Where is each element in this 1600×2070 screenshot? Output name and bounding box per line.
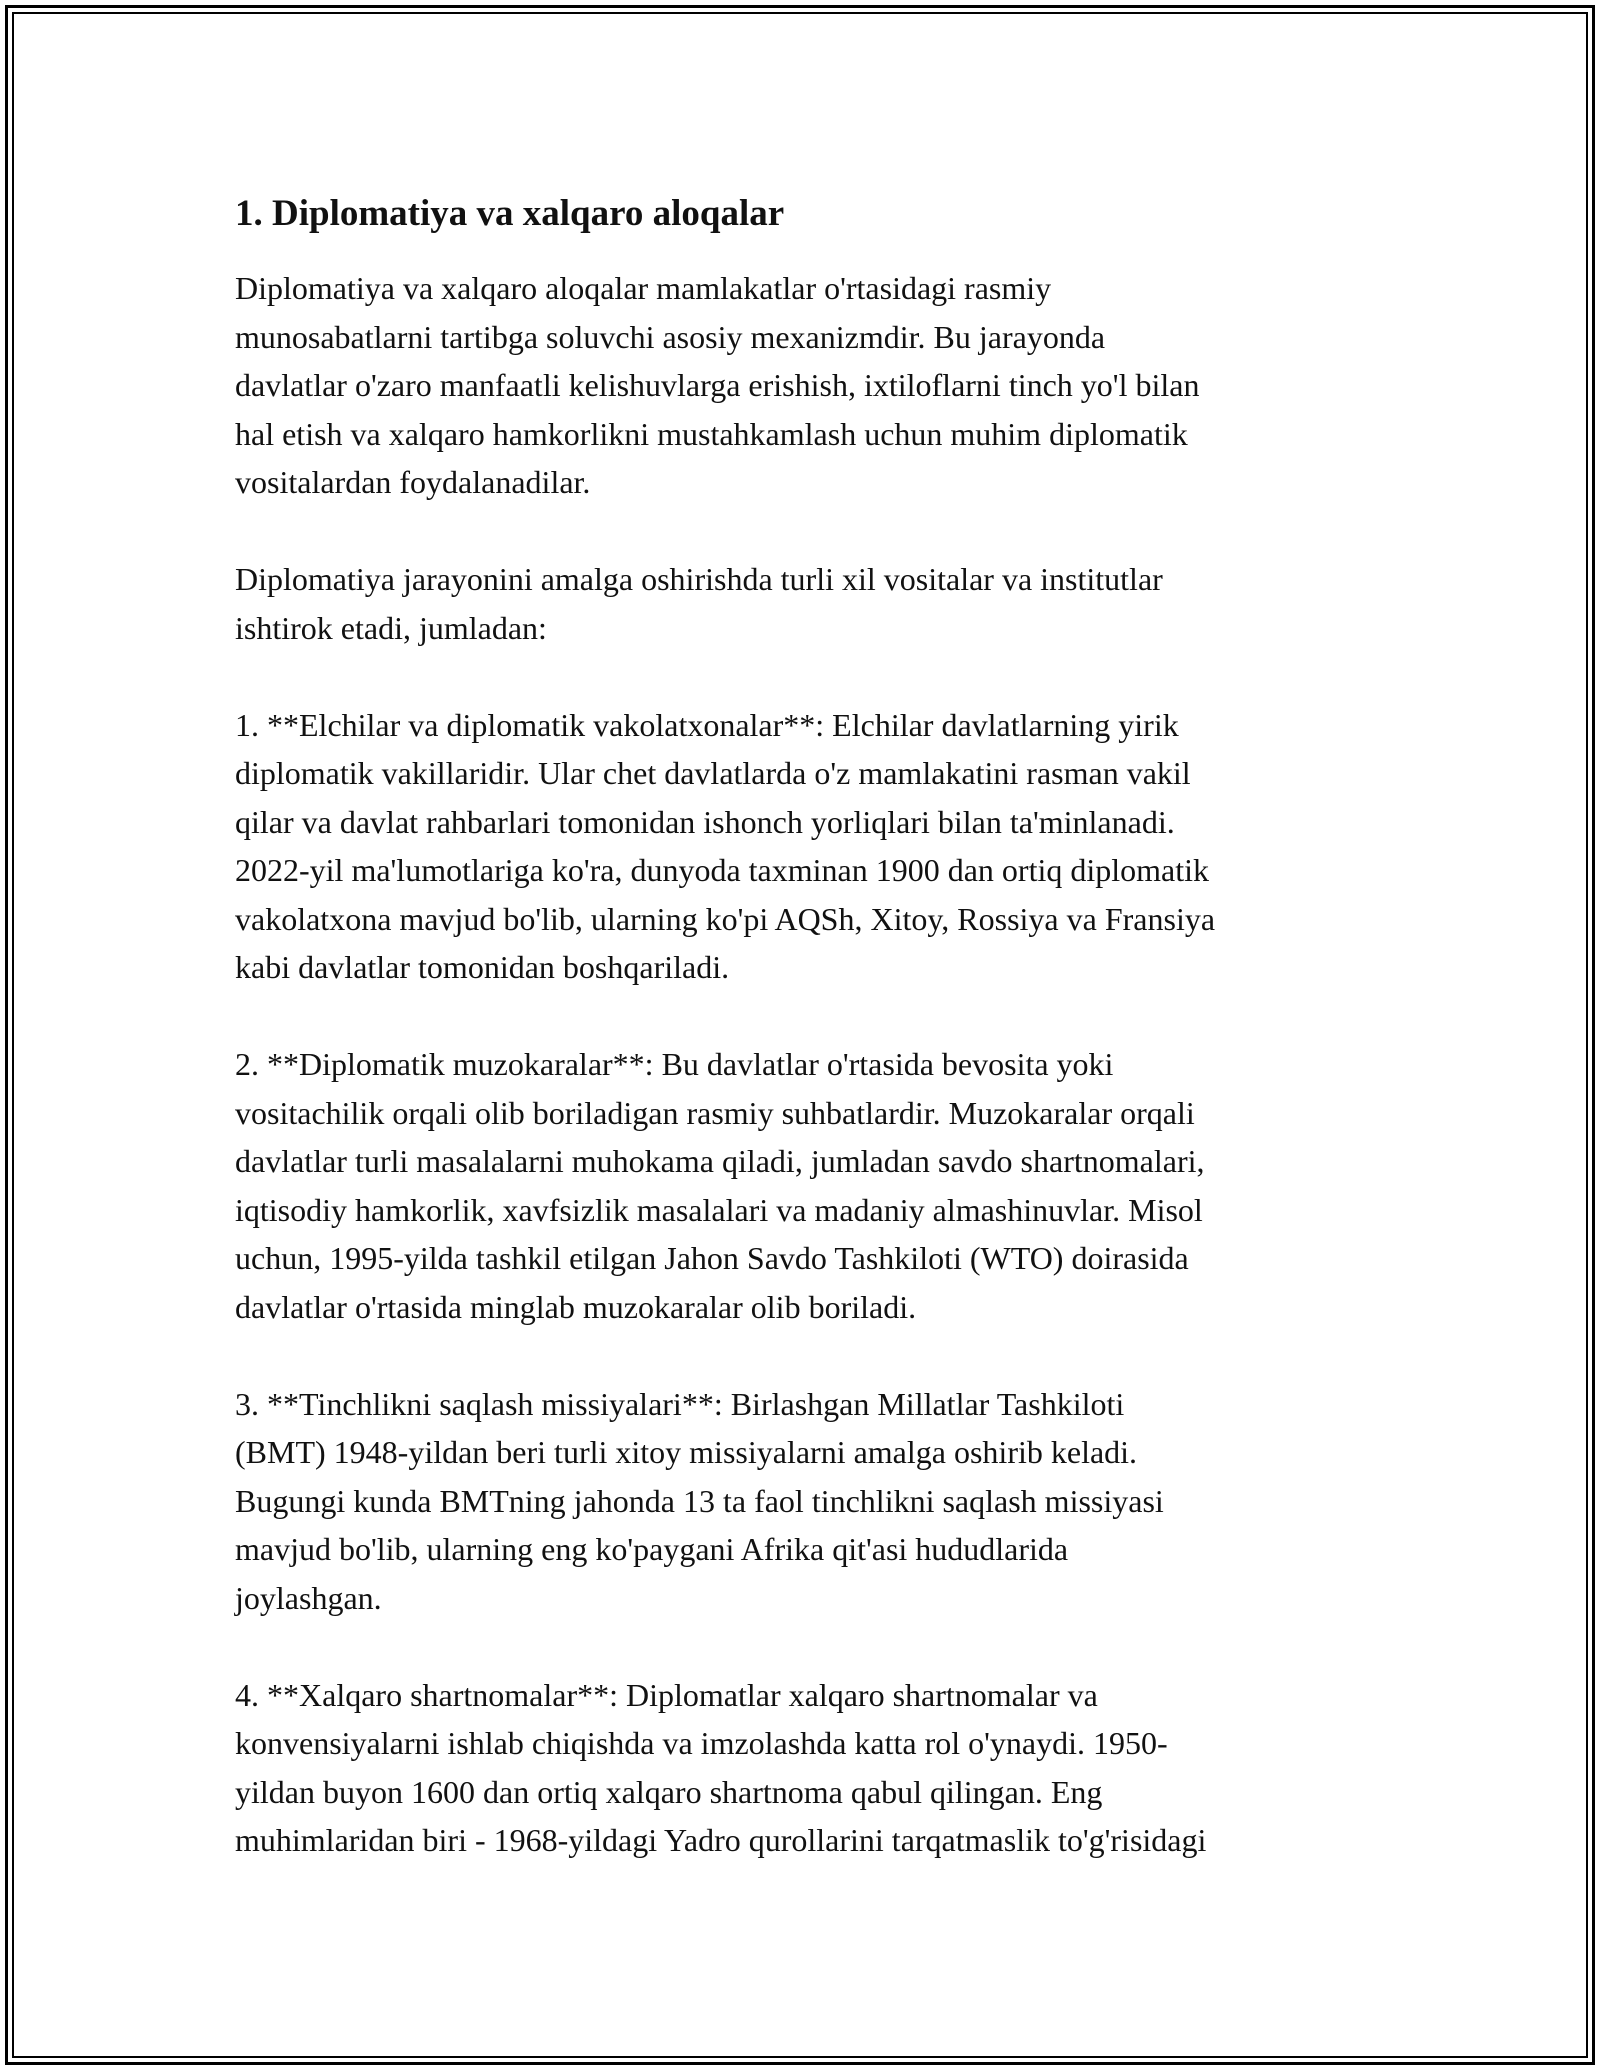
document-body xyxy=(235,190,1375,1913)
text-line: uchun, 1995-yilda tashkil etilgan Jahon Savdo Tashkiloti (WTO) doirasida xyxy=(235,1240,1189,1276)
text-line: Bugungi kunda BMTning jahonda 13 ta faol tinchlikni saqlash missiyasi xyxy=(235,1482,1164,1519)
text-line: joylashgan. xyxy=(235,1579,382,1616)
text-line: muhimlaridan biri - 1968-yildagi Yadro qurollarini tarqatmaslik to'g'risidagi xyxy=(235,1822,1207,1858)
text-line: davlatlar o'zaro manfaatli kelishuvlarga erishish, ixtiloflarni tinch yo'l bilan xyxy=(235,367,1200,403)
text-line: hal etish va xalqaro hamkorlikni mustahkamlash uchun muhim diplomatik xyxy=(235,415,1188,452)
text-line: vositalardan foydalanadilar. xyxy=(235,464,591,500)
text-line: iqtisodiy hamkorlik, xavfsizlik masalalari va madaniy almashinuvlar. Misol xyxy=(235,1191,1203,1228)
text-line: (BMT) 1948-yildan beri turli xitoy missiyalarni amalga oshirib keladi. xyxy=(235,1434,1138,1470)
text-line: davlatlar o'rtasida minglab muzokaralar olib boriladi. xyxy=(235,1288,917,1325)
text-line: 1. **Elchilar va diplomatik vakolatxonalar**: Elchilar davlatlarning yirik xyxy=(235,706,1179,743)
text-line: vositachilik orqali olib boriladigan rasmiy suhbatlardir. Muzokaralar orqali xyxy=(235,1094,1195,1131)
paragraph-intro xyxy=(235,264,1375,507)
text-line: 4. **Xalqaro shartnomalar**: Diplomatlar xalqaro shartnomalar va xyxy=(235,1676,1098,1713)
text-line: mavjud bo'lib, ularning eng ko'paygani Afrika qit'asi hududlarida xyxy=(235,1531,1069,1567)
text-line: yildan buyon 1600 dan ortiq xalqaro shartnoma qabul qilingan. Eng xyxy=(235,1773,1103,1810)
text-line: 2022-yil ma'lumotlariga ko'ra, dunyoda taxminan 1900 dan ortiq diplomatik xyxy=(235,852,1210,888)
text-line: diplomatik vakillaridir. Ular chet davlatlarda o'z mamlakatini rasman vakil xyxy=(235,755,1191,791)
list-item-treaties xyxy=(235,1671,1375,1865)
text-line: davlatlar turli masalalarni muhokama qiladi, jumladan savdo shartnomalari, xyxy=(235,1143,1205,1179)
text-line: vakolatxona mavjud bo'lib, ularning ko'pi AQSh, Xitoy, Rossiya va Fransiya xyxy=(235,900,1216,937)
list-item-peacekeeping xyxy=(235,1380,1375,1623)
text-line: ishtirok etadi, jumladan: xyxy=(235,609,547,646)
text-line: 3. **Tinchlikni saqlash missiyalari**: Birlashgan Millatlar Tashkiloti xyxy=(235,1385,1125,1422)
list-item-negotiations xyxy=(235,1040,1375,1331)
text-line: qilar va davlat rahbarlari tomonidan ishonch yorliqlari bilan ta'minlanadi. xyxy=(235,803,1175,840)
section-heading: 1. Diplomatiya va xalqaro aloqalar xyxy=(235,193,785,234)
text-line: Diplomatiya va xalqaro aloqalar mamlakatlar o'rtasidagi rasmiy xyxy=(235,270,1052,306)
text-line: 2. **Diplomatik muzokaralar**: Bu davlatlar o'rtasida bevosita yoki xyxy=(235,1046,1114,1082)
list-item-ambassadors xyxy=(235,701,1375,992)
text-line: konvensiyalarni ishlab chiqishda va imzolashda katta rol o'ynaydi. 1950- xyxy=(235,1725,1168,1761)
text-line: munosabatlarni tartibga soluvchi asosiy mexanizmdir. Bu jarayonda xyxy=(235,318,1106,355)
paragraph-institutions xyxy=(235,555,1375,652)
text-line: Diplomatiya jarayonini amalga oshirishda turli xil vositalar va institutlar xyxy=(235,561,1163,597)
text-line: kabi davlatlar tomonidan boshqariladi. xyxy=(235,949,730,985)
